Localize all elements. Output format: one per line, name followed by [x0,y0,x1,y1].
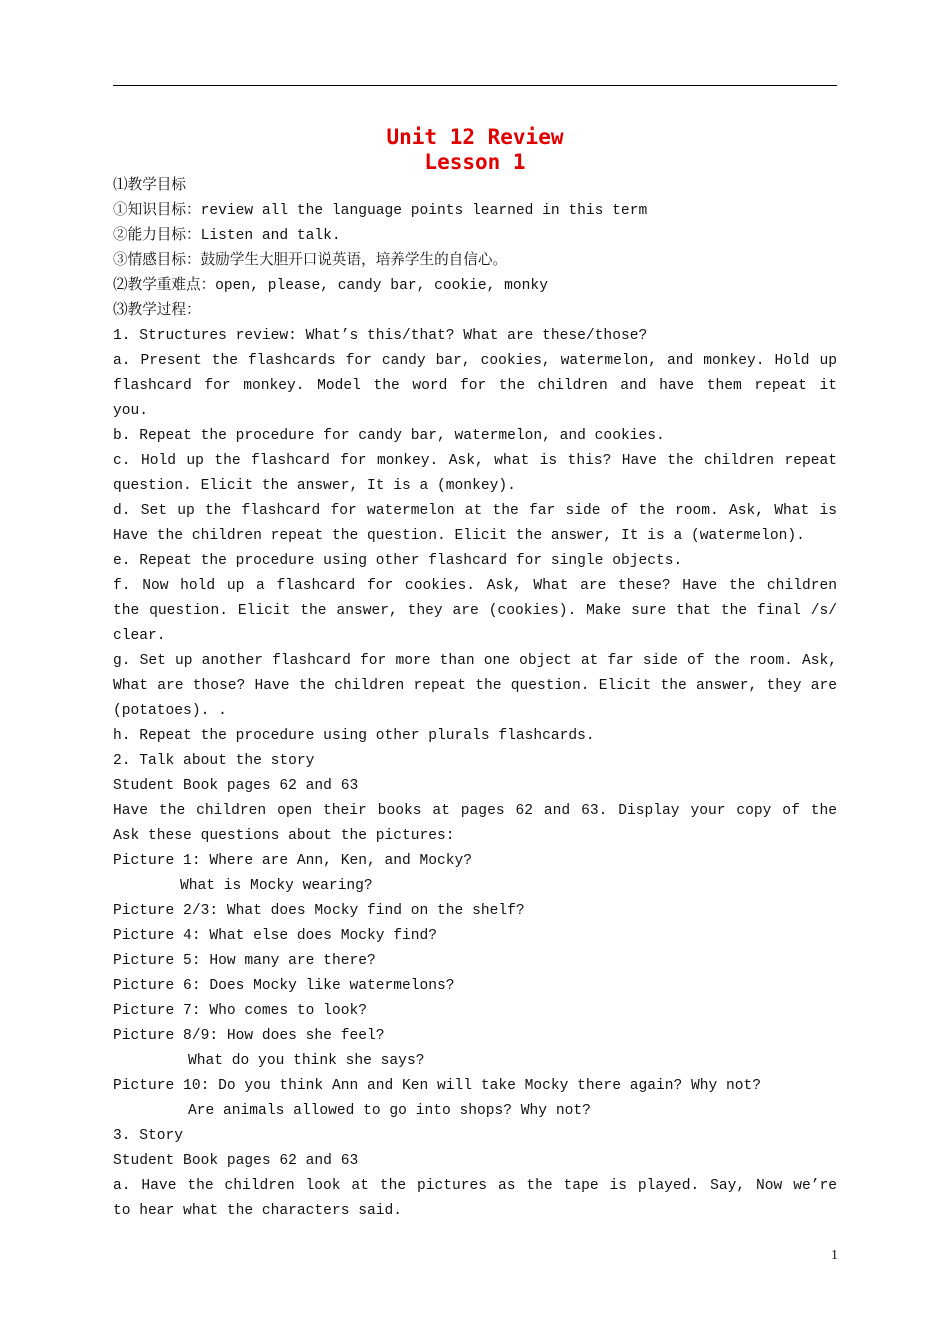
step-2-heading: 2. Talk about the story [113,753,315,769]
lesson-title: Lesson 1 [424,150,526,174]
paragraph-line: Have the children repeat the question. Elicit the answer, It is a (watermelon). [113,528,805,544]
paragraph-line: a. Present the flashcards for candy bar, cookies, watermelon, and monkey. Hold up [113,353,837,369]
paragraph-line: you. [113,403,149,419]
picture-question: Picture 10: Do you think Ann and Ken will take Mocky there again? Why not? [113,1078,762,1094]
picture-question-followup: Are animals allowed to go into shops? Why not? [188,1103,591,1119]
step-3-heading: 3. Story [113,1128,184,1144]
picture-question: Picture 2/3: What does Mocky find on the shelf? [113,903,525,919]
section-heading-process: ⑶教学过程： [113,303,201,319]
paragraph-line: clear. [113,628,166,644]
picture-question: Picture 5: How many are there? [113,953,376,969]
page-number: 1 [831,1248,838,1263]
step-1-heading: 1. Structures review: What’s this/that? What are these/those? [113,328,648,344]
paragraph-line: b. Repeat the procedure for candy bar, watermelon, and cookies. [113,428,665,444]
section-heading-objectives: ⑴教学目标 [113,178,186,194]
book-reference: Student Book pages 62 and 63 [113,1153,359,1169]
picture-question: Picture 1: Where are Ann, Ken, and Mocky? [113,853,473,869]
paragraph-line: What are those? Have the children repeat the question. Elicit the answer, they are [113,678,837,694]
paragraph-line: flashcard for monkey. Model the word for the children and have them repeat it [113,378,837,394]
paragraph-line: e. Repeat the procedure using other flashcard for single objects. [113,553,683,569]
picture-question: Picture 4: What else does Mocky find? [113,928,438,944]
paragraph-line: d. Set up the flashcard for watermelon at the far side of the room. Ask, What is [113,503,837,519]
paragraph-line: Ask these questions about the pictures: [113,828,455,844]
header-rule [113,85,837,86]
paragraph-line: (potatoes). . [113,703,227,719]
paragraph-line: to hear what the characters said. [113,1203,403,1219]
picture-question-followup: What do you think she says? [188,1053,425,1069]
paragraph-line: f. Now hold up a flashcard for cookies. Ask, What are these? Have the children [113,578,837,594]
paragraph-line: Have the children open their books at pages 62 and 63. Display your copy of the [113,803,837,819]
paragraph-line: the question. Elicit the answer, they are (cookies). Make sure that the final /s/ [113,603,837,619]
picture-question: Picture 8/9: How does she feel? [113,1028,385,1044]
objective-emotion: ③情感目标：鼓励学生大胆开口说英语，培养学生的自信心。 [113,253,508,269]
paragraph-line: question. Elicit the answer, It is a (monkey). [113,478,516,494]
lesson-body [113,174,837,1224]
picture-question: Picture 6: Does Mocky like watermelons? [113,978,455,994]
unit-title: Unit 12 Review [386,125,564,149]
paragraph-line: c. Hold up the flashcard for monkey. Ask, what is this? Have the children repeat [113,453,837,469]
picture-question-followup: What is Mocky wearing? [180,878,373,894]
key-points: ⑵教学重难点：open, please, candy bar, cookie, monky [113,278,548,294]
paragraph-line: g. Set up another flashcard for more than one object at far side of the room. Ask, [113,653,837,669]
paragraph-line: a. Have the children look at the pictures as the tape is played. Say, Now we’re [113,1178,837,1194]
objective-knowledge: ①知识目标：review all the language points learned in this term [113,203,648,219]
objective-ability: ②能力目标：Listen and talk. [113,228,341,244]
book-reference: Student Book pages 62 and 63 [113,778,359,794]
paragraph-line: h. Repeat the procedure using other plurals flashcards. [113,728,595,744]
picture-question: Picture 7: Who comes to look? [113,1003,367,1019]
